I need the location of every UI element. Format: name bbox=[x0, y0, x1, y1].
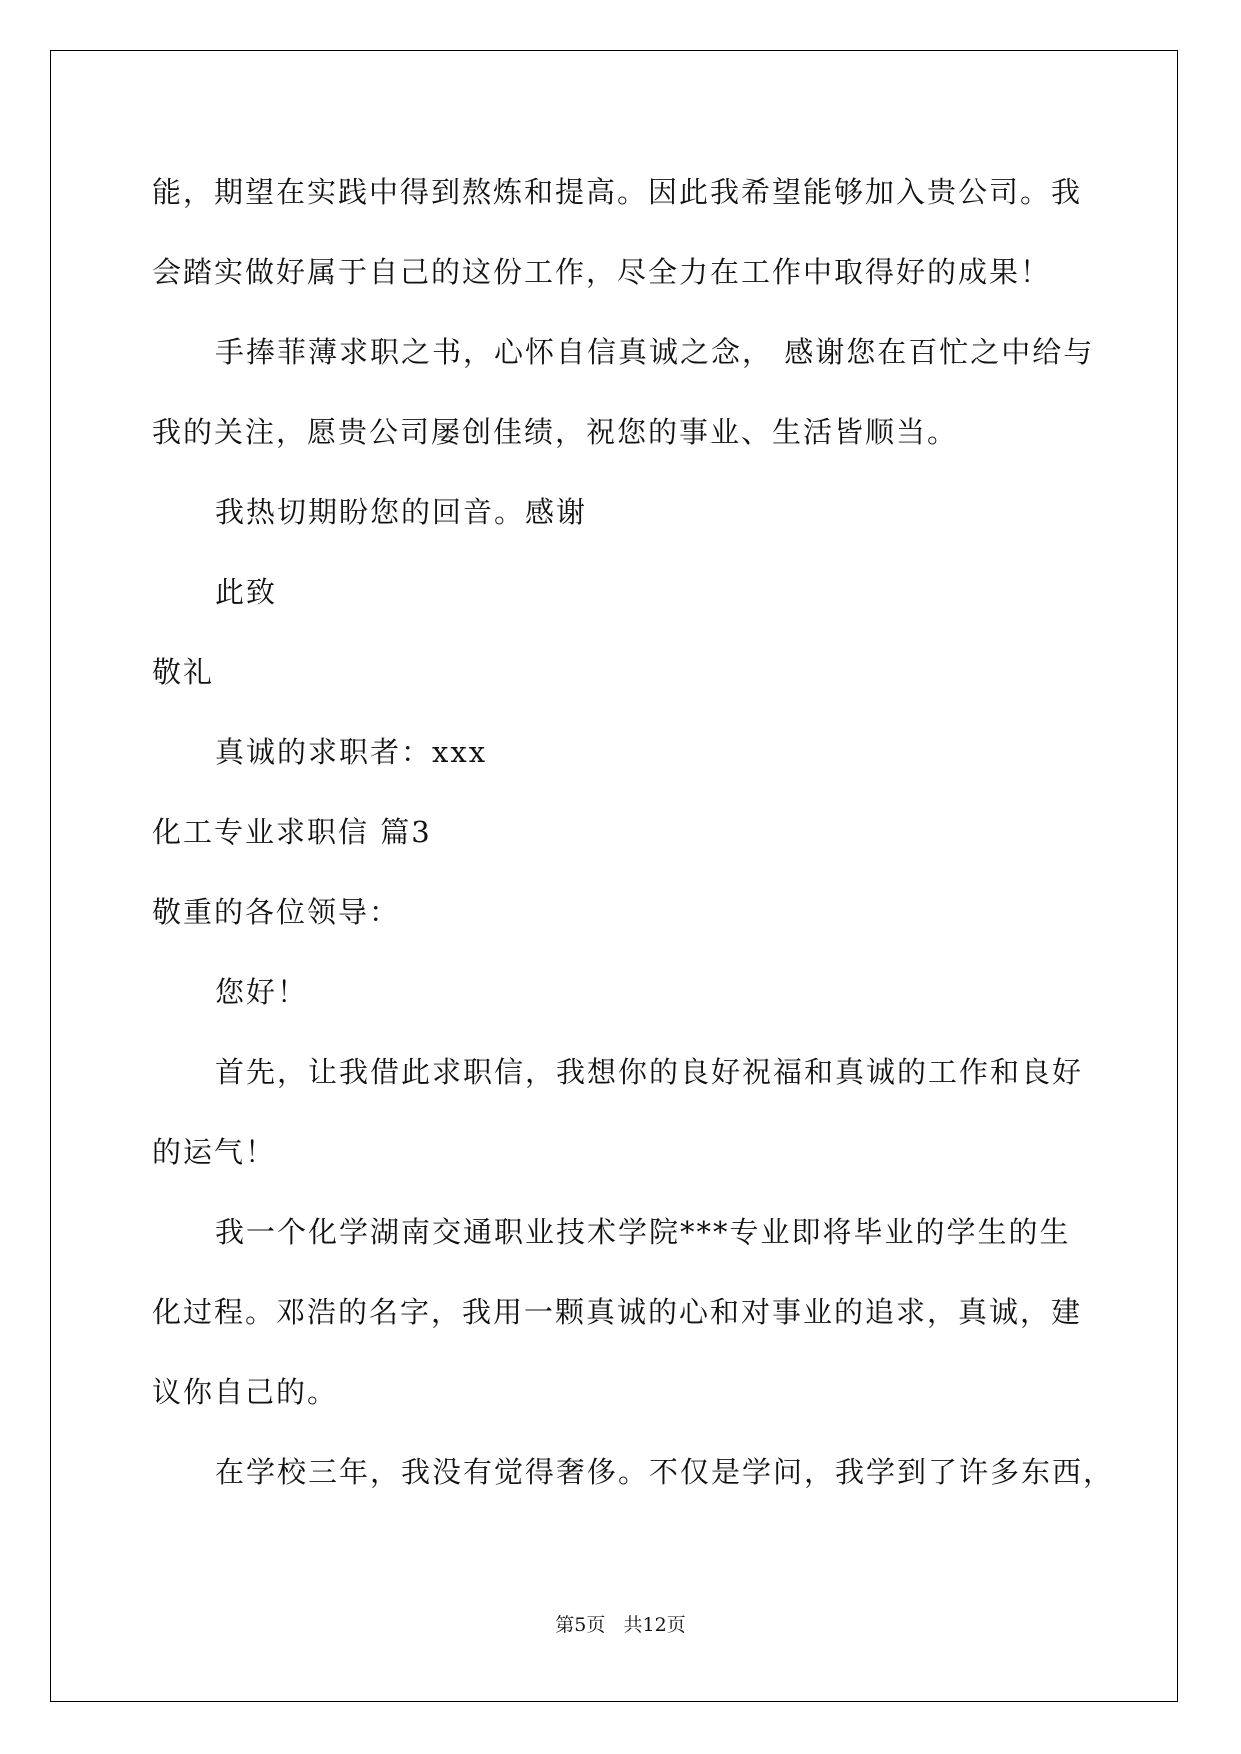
section-heading: 化工专业求职信 篇3 bbox=[152, 815, 432, 849]
text-line: 我热切期盼您的回音。感谢 bbox=[215, 495, 588, 529]
text-line: 我一个化学湖南交通职业技术学院***专业即将毕业的学生的生 bbox=[215, 1215, 1071, 1249]
page-total: 共12页 bbox=[623, 1614, 686, 1636]
text-line: 能，期望在实践中得到熬炼和提高。因此我希望能够加入贵公司。我 bbox=[152, 175, 1083, 209]
text-line: 会踏实做好属于自己的这份工作，尽全力在工作中取得好的成果！ bbox=[152, 255, 1052, 289]
page-number: 第5页 bbox=[555, 1614, 606, 1636]
text-line: 此致 bbox=[215, 575, 278, 609]
text-line: 的运气！ bbox=[152, 1135, 277, 1169]
text-line: 化过程。邓浩的名字，我用一颗真诚的心和对事业的追求，真诚，建 bbox=[152, 1295, 1083, 1329]
text-line: 我的关注，愿贵公司屡创佳绩，祝您的事业、生活皆顺当。 bbox=[152, 415, 959, 449]
text-line: 敬礼 bbox=[152, 655, 215, 689]
text-line: 手捧菲薄求职之书，心怀自信真诚之念， 感谢您在百忙之中给与 bbox=[215, 335, 1095, 369]
text-line: 真诚的求职者：xxx bbox=[215, 735, 488, 769]
salutation: 敬重的各位领导： bbox=[152, 895, 401, 929]
text-line: 议你自己的。 bbox=[152, 1375, 339, 1409]
text-line: 您好！ bbox=[215, 975, 309, 1009]
text-line: 在学校三年，我没有觉得奢侈。不仅是学问，我学到了许多东西， bbox=[215, 1455, 1115, 1489]
text-line: 首先，让我借此求职信，我想你的良好祝福和真诚的工作和良好 bbox=[215, 1055, 1084, 1089]
page-footer bbox=[0, 1610, 1241, 1637]
